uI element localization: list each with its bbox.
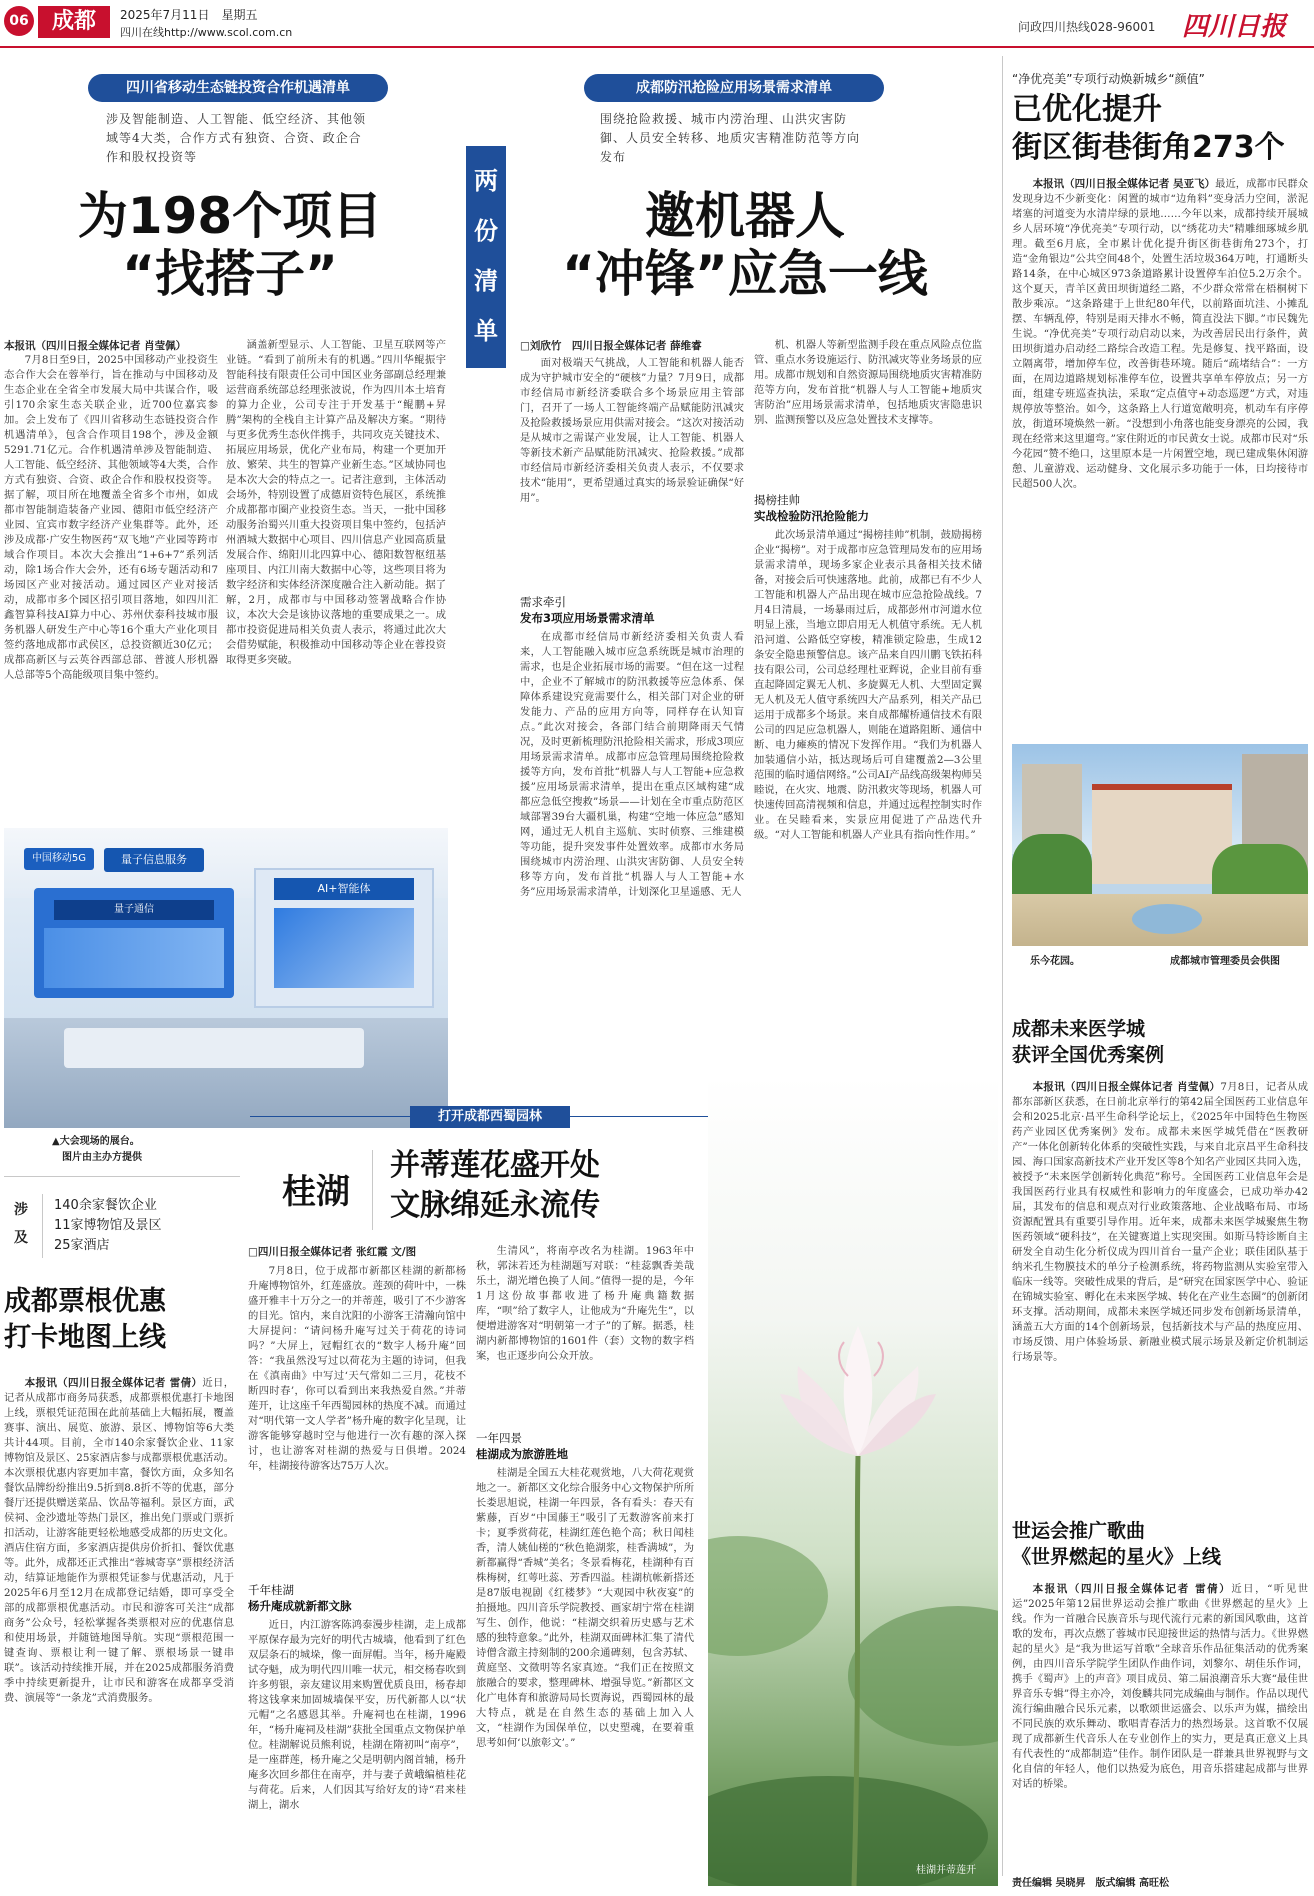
song-title-1: 世运会推广歌曲 (1012, 1520, 1146, 1542)
ticket-title-2: 打卡地图上线 (4, 1322, 166, 1353)
street-title-2: 街区街巷街角273个 (1012, 130, 1285, 165)
masthead (0, 0, 1314, 48)
lotus-photo (708, 1076, 998, 1886)
right-feature-summary: 围绕抢险救援、城市内涝治理、山洪灾害防御、人员安全转移、地质灾害精准防范等方向发布 (600, 112, 861, 164)
right-feature-col2 (754, 338, 982, 1052)
song-byline: 本报讯（四川日报全媒体记者 雷倩） (1032, 1583, 1232, 1595)
involves-list (54, 1196, 162, 1256)
exhibition-photo (4, 828, 448, 1128)
guihu-title-rule (372, 1150, 373, 1230)
involves-item: 140余家餐饮企业 (54, 1198, 157, 1213)
ticket-title-1: 成都票根优惠 (4, 1286, 166, 1317)
page-number: 06 (4, 6, 34, 36)
left-feature-byline: 本报讯（四川日报全媒体记者 肖莹佩） (4, 340, 187, 352)
song-text (1012, 1582, 1308, 1872)
right-feature-head-2: 实战检验防汛抢险能力 (754, 509, 869, 523)
left-feature-title-1: 为198个项目 (77, 187, 383, 245)
street-byline: 本报讯（四川日报全媒体记者 吴亚飞） (1032, 178, 1216, 190)
left-bottom-divider (4, 1176, 240, 1177)
street-title-1: 已优化提升 (1012, 92, 1162, 127)
guihu-col1 (248, 1264, 466, 1884)
guihu-text-1: 7月8日，位于成都市新都区桂湖的新都杨升庵博物馆外，红莲盛放。莲颈的荷叶中，一株盛开雅丰十万分之一的并蒂莲，吸引了不少游客的目光。馆内，来自沈阳的小游客王清瀚向馆中大屏提问：“请问杨升庵写过关于荷花的诗词吗？”大屏上，冠帽红衣的“数字人杨升庵”回答：“我虽然没写过以荷花为主题的诗词，但我在《滇南曲》中写过‘天气常如二三月，花枝不断四时春’，你可以看到出来我热爱自然。”并蒂莲开，让这座千年西蜀园林的热度不减。而通过对“明代第一文人学者”杨升庵的数字化呈现，让游客能够穿越时空与他进行一次有趣的深入探讨，也让游客对桂湖的热爱与日俱增。2024年，桂湖接待游客达75万人次。 (248, 1265, 466, 1472)
medical-text (1012, 1080, 1308, 1500)
street-text (1012, 177, 1308, 705)
guihu-title-2: 文脉绵延永流传 (390, 1188, 600, 1223)
guihu-head-2: 桂湖成为旅游胜地 (476, 1447, 568, 1461)
guihu-text-2b: 桂湖是全国五大桂花观赏地，八大荷花观赏地之一。新都区文化综合服务中心文物保护所所长娄思旭说，桂湖一年四景，各有看头：春天有紫藤，百岁“中国藤王”吸引了无数游客前来打卡；夏季赏荷花，桂湖红莲色艳个高；秋日闻桂香，清人姚仙槎的“秋色艳湖浆，桂香满城”，为新都赢得“香城”美名；冬景看梅花，桂湖种有百株梅树，红萼吐蕊、芳香四溢。桂湖杭帐新搭还是87版电视剧《红楼梦》“大观园中秋夜宴”的拍摄地。四川音乐学院教授、画家胡宁常在桂湖写生、创作，他说：“桂湖交织着历史感与艺术感的独特意象。”此外，桂湖双面碑林汇集了清代诗僧含澈主持刻制的200余通碑刻，包含苏轼、黄庭坚、文徵明等名家真迹。“我们正在按照文旅融合的要求，整理碑林、增强导览。”新都区文化广电体育和旅游局局长贾海说，西蜀园林的最大特点，就是在自然生态的基础上加入人文，“桂湖作为国保单位，以史塑魂，在要着重思考如何‘以旅彰文’。” (476, 1467, 694, 1749)
guihu-text-2: 生清风”，将南亭改名为桂湖。1963年中秋，郭沫若还为桂湖题写对联：“桂蕊飘香美哉乐土，湖光增色换了人间。”值得一提的是，今年1月这份故事都收进了杨升庵典籍数据库，“呗”给了数字人，让他成为“升庵先生”，以便增进游客对“明朝第一才子”的了解。据悉，桂湖内新都博物馆的1601件（套）文物的数字档案，也正逐步向公众开放。 (476, 1245, 694, 1362)
medical-title-1: 成都未来医学城 (1012, 1018, 1146, 1040)
garden-photo-caption: 乐今花园。 (1030, 956, 1080, 967)
guihu-title-1: 并蒂莲花盛开处 (390, 1148, 600, 1183)
street-kicker: “净优亮美”专项行动焕新城乡“颜值” (1012, 72, 1205, 86)
right-feature-text-1b: 在成都市经信局市新经济委相关负责人看来，人工智能融入城市应急系统既是城市治理的需求，也是企业拓展市场的需要。“但在这一过程中，企业不了解城市的防汛救援等应急体系、保障体系建设究竟需要什么，相关部门对企业的研发能力、产品的应用方向等，同样存在认知盲点。”此次对接会，各部门结合前期降雨天气情况，及时更新梳理防汛抢险相关需求，形成3项应用场景需求清单。成都市应急管理局围绕抢险救援等方向，发布首批“机器人与人工智能+应急救援”应用场景需求清单，提出在重点区域构建“成都应急低空搜救”场景——计划在全市重点防范区域部署39台大疆机巢，构建“空地一体应急”感知网，通过无人机自主巡航、实时侦察、三维建模等功能，提升突发事件处置效率。成都市水务局围绕城市内涝治理、山洪灾害防御、人员安全转移等方向，发布首批“机器人与人工智能+水务”应用场景需求清单，计划深化卫星遥感、无人 (520, 631, 744, 898)
booth-sign-3: AI+智能体 (274, 878, 414, 900)
street-body: 最近，成都市民群众发现身边不少新变化：闲置的城市“边角料”变身活力空间，淤泥堵塞的河道变为水清岸绿的景地……今年以来，成都持续开展城乡人居环境“净优亮美”专项行动，以“绣花功夫”精雕细琢城乡肌理。截至6月底，全市累计优化提升街区街巷街角273个，打造“金角银边”公共空间48个，处置生活垃圾364万吨，打通断头路14条，在中心城区973条道路累计设置停车泊位5.2万余个。这个夏天，青羊区黄田坝街道经二路，不少群众常常在梧桐树下散步乘凉。“这条路建于上世纪80年代，以前路面坑洼、小摊乱摆、车辆乱停，特别是雨天排水不畅，简直没法下脚。”市民魏先生说。“净优亮美”专项行动启动以来，为改善居民出行条件，黄田坝街道办启动经二路综合改造工程。先是修复、找平路面，设立隔离带，增加停车位，改善街巷环境。随后“疏堵结合”：一方面，在周边道路规划标准停车位，设置共享单车停放点；另一方面，组建专班巡查执法，采取“定点值守+动态巡逻”方式，对违规停放等整治。如今，这条路上人行道宽敞明亮，机动车有序停放，街道环境焕然一新。“没想到小角落也能变身漂亮的公园，我现在经常来这里遛弯。”家住附近的市民黄女士说。成都市民对“乐今花园”赞不绝口，这里原本是一片闲置空地，现已建成集休闲游憩、儿童游戏、运动健身、文化展示多功能于一体，日均接待市民超500人次。 (1012, 178, 1308, 490)
ticket-body: 近日，记者从成都市商务局获悉，成都票根优惠打卡地图上线，票根凭证范围在此前基础上大幅拓展，覆盖赛事、演出、展览、旅游、景区、博物馆等6大类共计44项。目前，全市140余家餐饮企业、11家博物馆及景区、25家酒店参与成都票根优惠活动。本次票根优惠内容更加丰富，餐饮方面，众多知名餐饮品牌纷纷推出9.5折到8.8折不等的优惠，部分餐厅还提供赠送菜品、饮品等福利。景区方面，武侯祠、金沙遗址等热门景区，推出免门票或门票折扣活动，让游客能更轻松地感受成都的历史文化。酒店住宿方面，多家酒店提供房价折扣、餐饮优惠等。此外，成都还正式推出“蓉城寄享”票根经济活动，结算证地能作为票根凭证参与优惠活动，凡于2025年6月至12月在成都登记结婚，即可享受全部的成都票根优惠活动。市民和游客可关注“成都商务”公众号，轻松掌握各类票根对应的优惠信息和使用场景，并随链地图导航。实现“票根范围一键查询、票根让利一键了解、票根场景一键串联”。该活动持续推开展，并在2025成都服务消费季中持续更新提升，让市民和游客在成都享受消费、演展等“一条龙”式消费服务。 (4, 1377, 234, 1704)
guihu-col2 (476, 1244, 694, 1894)
world-games-story (1012, 1518, 1308, 1872)
left-feature-col1 (4, 338, 218, 833)
left-feature-title-2: “找搭子” (122, 245, 338, 303)
right-column (1012, 70, 1308, 705)
website: 四川在线http://www.scol.com.cn (120, 26, 293, 39)
guihu-head-kicker-1: 千年桂湖 (248, 1583, 294, 1597)
right-feature-byline: □刘欣竹 四川日报全媒体记者 薛维睿 (520, 340, 702, 352)
song-title-2: 《世界燃起的星火》上线 (1012, 1546, 1222, 1568)
left-feature-text-2: 涵盖新型显示、人工智能、卫星互联网等产业链。“看到了前所未有的机遇。”四川华鲲振宇智能科技有限责任公司中国区业务部副总经理兼运营商系统部总经理张波说，作为四川本土培育的算力企业，公司专注于开发基于“鲲鹏+昇腾”架构的全栈自主计算产品及解决方案。“期待与更多优秀生态伙伴携手，共同攻克关键技术、拓展应用场景，优化产业布局，构建一个更加开放、繁荣、共生的智算产业新生态。”区域协同也是本次大会的特点之一。记者注意到，主体活动会场外，特别设置了成德眉资特色展区，系统推介成都都市圈产业投资生态。当天，一批中国移动服务治蜀兴川重大投资项目集中签约，包括泸州酒城大数据中心项目、四川信息产业园高质量发展合作、绵阳川北四算中心、德阳数智枢纽基座项目、内江川南大数据中心等，这些项目将为数字经济和实体经济深度融合注入新动能。据了解，2月，成都市与中国移动签署战略合作协议，本次大会是该协议落地的重要成果之一。成都市投资促进局相关负责人表示，将通过此次大会借势赋能，积极推动中国移动等企业在蓉投资取得更多突破。 (226, 339, 446, 666)
right-feature-text-2: 机、机器人等新型监测手段在重点风险点位监管、重点水务设施运行、防汛减灾等业务场景的应用。成都市规划和自然资源局围绕地质灾害精准防范等方向，发布首批“机器人与人工智能+地质灾害防治”应用场景需求清单，包括地质灾害隐患识别、监测预警以及应急处置技术支撑等。 (754, 339, 982, 426)
right-feature-col1 (520, 356, 744, 1050)
vertical-label: 两 份 清 单 (466, 146, 506, 368)
medical-body: 7月8日，记者从成都东部新区获悉，在日前北京举行的第42届全国医药工业信息年会和2025北京·昌平生命科学论坛上，《2025年中国特色生物医药产业园区优秀案例》发布。成都未来医学城凭借在“医教研产”一体化创新转化体系的突破性实践，与来自北京昌平生命科技园、海口国家高新技术产业开发区等8个知名产业园区共同入选，被授予“未来医学创新转化典范”称号。全国医药工业信息年会是我国医药行业具有权威性和影响力的年度盛会，已成功举办42届，其发布的信息和观点对行业政策落地、企业战略布局、市场资源配置具有重要引导作用。近年来，成都未来医学城聚焦生物医药领域“硬科技”，在关键赛道上实现突围。如斯马特诊断自主研发全自动生化分析仪成为四川首台一量产企业；联佳团队基于纳米孔生物膜技术的单分子检测系统，将药物监测从实验室带入临床一线等。突破性成果的背后，是“研究在国家医学中心、验证在锦城实验室、孵化在未来医学城、转化在产业生态圈”的创新闭环支撑。活动期间，成都未来医学城还同步发布创新场景清单，涵盖五大方面的14个创新场景，包括新技术与产品的热度应用、市场反馈、用户体验场景、新融业模式展示场景及新定价机制运行场景等。 (1012, 1081, 1308, 1363)
issue-date: 2025年7月11日 星期五 (120, 8, 258, 22)
booth-sign-1: 中国移动5G (24, 848, 94, 870)
right-feature-text-2b: 此次场景清单通过“揭榜挂帅”机制，鼓励揭榜企业“揭榜”。对于成都市应急管理局发布的应用场景需求清单，现场多家企业表示具备相关技术储备，对接会后可快速落地。此前，成都已有不少人工智能和机器人产品出现在城市应急抢险战线。7月4日清晨，一场暴雨过后，成都彭州市河道水位明显上涨，当地立即启用无人机值守系统。无人机沿河道、公路低空穿梭，精准锁定险患，生成12条安全隐患预警信息。该产品来自四川鹏飞铁拓科技有限公司，公司总经理杜亚辉说，企业目前有垂直起降固定翼无人机、多旋翼无人机、大型固定翼无人机及无人值守系统四大产品系列，相关产品已运用于成都多个场景。来自成都耀桥通信技术有限公司的四足应急机器人，则能在道路阻断、通信中断、电力瘫痪的情况下发挥作用。“我们为机器人加装通信小站，抵达现场后可自建覆盖2—3公里范围的临时通信网络。”公司AI产品线高级架构师吴睦说，在火灾、地震、防汛救灾等现场，机器人可快速传回高清视频和信息，并通过远程控制实时作业。在吴睦看来，实景应用促进了产品迭代升级。“对人工智能和机器人产业具有指向性作用。” (754, 529, 982, 841)
right-feature-head-kicker-1: 需求牵引 (520, 595, 566, 609)
hotline: 问政四川热线028-96001 (1018, 20, 1156, 34)
right-feature-tag: 成都防汛抢险应用场景需求清单 (584, 74, 884, 102)
lotus-photo-caption: 桂湖并蒂莲开 (916, 1865, 976, 1876)
section-label: 成都 (38, 6, 110, 38)
involves-label: 涉及 (14, 1202, 28, 1246)
right-feature-title-1: 邀机器人 (645, 187, 845, 245)
page-credits: 责任编辑 吴晓昇 版式编辑 高旺松 (1012, 1878, 1169, 1889)
ticket-text (4, 1376, 234, 1888)
involves-item: 11家博物馆及景区 (54, 1218, 162, 1233)
garden-photo-credit: 成都城市管理委员会供图 (1170, 956, 1280, 967)
garden-photo (1012, 744, 1308, 946)
involves-rule (42, 1194, 43, 1258)
guihu-banner-label: 打开成都西蜀园林 (410, 1106, 570, 1128)
left-feature-text-1: 7月8日至9日，2025中国移动产业投资生态合作大会在蓉举行，旨在推动与中国移动及生态企业在全省全市发展大局中共谋合作，吸引170余家生态关联企业，近700位嘉宾参加。会上发布了《四川省移动生态链投资合作机遇清单》，包含合作项目198个，涉及金额5291.71亿元。合作机遇清单涉及智能制造、人工智能、低空经济、其他领域等4大类，合作方式有独资、合资、政企合作和股权投资等。据了解，项目所在地覆盖全省多个市州，如成都市智能制造装备产业园、德阳市低空经济产业园、宜宾市数字经济产业集群等。此外，还涉及成都·广安生物医药“双飞地”产业园等跨市域合作项目。本次大会推出“1+6+7”系列活动，除1场合作大会外，还有6场专题活动和7场园区产业对接活动。通过园区产业对接活动，成都市多个园区招引项目落地，如四川汇鑫智算科技AI算力中心、苏州伏泰科技城市服务机器人研发生产中心等16个重大产业化项目签约落地成都市武侯区，总投资额近30亿元；成都高新区与云英谷西部总部、普渡人形机器人总部等5个高能级项目集中签约。 (4, 354, 218, 681)
song-body: 近日，“听见世运”2025年第12届世界运动会推广歌曲《世界燃起的星火》上线。作为一首融合民族音乐与现代流行元素的新国风歌曲，这首歌的发布，再次点燃了蓉城市民迎接世运的热情与活力。《世界燃起的星火》是“我为世运写首歌”全球音乐作品征集活动的优秀案例，由四川音乐学院学生团队作曲作词，刘黎尔、胡佳乐作词，携手《蜀声》上的声音》项目成员、第二届浪潮音乐大赛“最佳世界音乐专辑”得主亦冷，刘俊麟共同完成编曲与制作。作品以现代流行编曲融合民乐元素，以歌颂世运盛会、以乐声为媒，描绘出不同民族的欢乐舞动、歌唱青春活力的热烈场景。这首歌不仅展现了成都新生代音乐人在专业创作上的实力，更是真正意义上具有代表性的“成都制造”佳作。制作团队是一群兼具世界视野与文化自信的年轻人，他们以热爱为底色，用音乐搭建起成都与世界对话的桥梁。 (1012, 1583, 1308, 1790)
medical-city-story (1012, 1016, 1308, 1500)
column-divider (1002, 56, 1003, 1876)
guihu-name: 桂湖 (282, 1172, 350, 1212)
ticket-byline: 本报讯（四川日报全媒体记者 雷倩） (24, 1377, 203, 1389)
left-feature-summary: 涉及智能制造、人工智能、低空经济、其他领域等4大类，合作方式有独资、合资、政企合作和股权投资等 (106, 112, 367, 164)
right-feature-head-kicker-2: 揭榜挂帅 (754, 493, 800, 507)
booth-sign-2: 量子信息服务 (104, 848, 204, 872)
right-feature-head-1: 发布3项应用场景需求清单 (520, 611, 655, 625)
medical-title-2: 获评全国优秀案例 (1012, 1044, 1165, 1066)
paper-logo: 四川日报 (1182, 12, 1287, 42)
exhibition-photo-credit: 图片由主办方提供 (62, 1152, 142, 1163)
medical-byline: 本报讯（四川日报全媒体记者 肖莹佩） (1032, 1081, 1221, 1093)
guihu-head-kicker-2: 一年四景 (476, 1431, 522, 1445)
exhibition-photo-caption: ▲大会现场的展台。 (52, 1136, 140, 1147)
guihu-head-1: 杨升庵成就新都文脉 (248, 1599, 352, 1613)
guihu-text-1b: 近日，内江游客陈鸿泰漫步桂湖，走上成都平原保存最为完好的明代古城墙，他看到了红色双层条石的城垛，像一面屏帽。当年，杨升庵殿试夺魁，成为明代四川唯一状元，相交杨春吹到许多剪银，亲友建议用来购置优质良田，杨春却将这钱拿来加固城墙保平安，历代新都人以“状元帽”之名感恩其举。升庵祠也在桂湖，1996年，“杨升庵祠及桂湖”获批全国重点文物保护单位。桂湖解说员熊利说，桂湖在隋初叫“南亭”，是一座群莲，杨升庵之父是明朝内阁首辅，杨升庵多次回乡都住在南亭，并与妻子黄峨编植桂花与荷花。后来，人们因其写给好友的诗“君来桂湖上，湖水 (248, 1619, 466, 1811)
involves-item: 25家酒店 (54, 1238, 110, 1253)
lotus-illustration (708, 1076, 998, 1886)
right-feature-text-1: 面对极端天气挑战，人工智能和机器人能否成为守护城市安全的“硬核”力量？7月9日，成都市经信局市新经济委联合多个场景应用主管部门，召开了一场人工智能终端产品赋能防汛减灾及抢险救援场景应用供需对接会。“这次对接活动是从城市之需谋产业发展，让人工智能、机器人等新技术新产品赋能防汛减灾、抢险救援。”成都市经信局市新经济委相关负责人表示，不仅要求技术“能用”，更希望通过真实的场景验证确保“好用”。 (520, 357, 744, 504)
booth-sign-4: 量子通信 (54, 900, 214, 920)
left-feature-tag: 四川省移动生态链投资合作机遇清单 (88, 74, 388, 102)
right-feature-title-2: “冲锋”应急一线 (562, 245, 928, 303)
guihu-byline: □四川日报全媒体记者 张红霞 文/图 (248, 1246, 417, 1258)
